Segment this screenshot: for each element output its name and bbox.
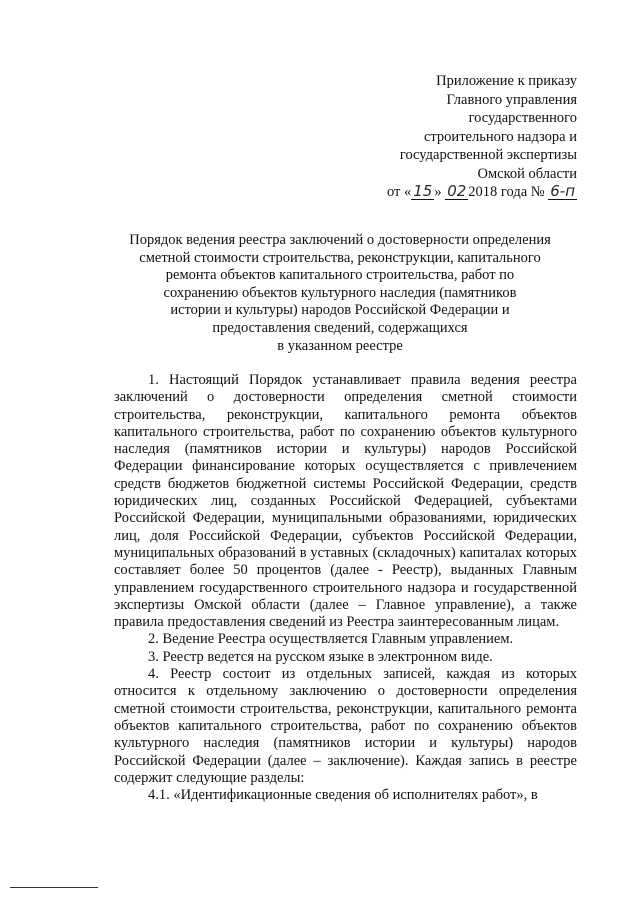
document-title xyxy=(110,232,570,355)
title-line: ремонта объектов капитального строительства, работ по xyxy=(165,267,515,284)
handwritten-order-number: 6-п xyxy=(550,182,575,200)
paragraph-2: 2. Ведение Реестра осуществляется Главным управлением. xyxy=(148,631,514,648)
order-date-line xyxy=(340,183,577,202)
approval-header xyxy=(340,72,577,202)
title-line: сохранению объектов культурного наследия (памятников xyxy=(163,284,517,301)
paragraph-4: 4. Реестр состоит из отдельных записей, каждая из которых относится к отдельному заключению о достоверности определения сметной стоимости строительства, реконструкции, капитального ремонта объектов капитального строительства, работ по сохранению объектов культурного наследия (памятников истории и культуры) народов Российской Федерации (далее – заключение). Каждая запись в реестре содержит следующие разделы: xyxy=(114,666,577,786)
paragraph-1: 1. Настоящий Порядок устанавливает правила ведения реестра заключений о достоверности определения сметной стоимости строительства, реконструкции, капитального ремонта объектов капитального строительства, работ по сохранению объектов культурного наследия (памятников истории и культуры) народов Российской Федерации финансирование которых осуществляется с привлечением средств бюджетов бюджетной системы Российской Федерации, средств юридических лиц, созданных Российской Федерацией, субъектами Российской Федерации, муниципальными образованиями, юридических лиц, доля Российской Федерации, субъектов Российской Федерации, муниципальных образований в уставных (складочных) капиталах которых составляет более 50 процентов (далее - Реестр), выданных Главным управлением государственного строительного надзора и государственной экспертизы Омской области (далее – Главное управление), а также правила предоставления сведений из Реестра заинтересованным лицам. xyxy=(114,372,577,631)
document-body xyxy=(114,372,577,804)
header-line: Приложение к приказу xyxy=(436,73,577,89)
date-mid: » xyxy=(434,184,442,200)
title-line: Порядок ведения реестра заключений о достоверности определения xyxy=(129,232,551,248)
title-line: истории и культуры) народов Российской Федерации и xyxy=(170,302,510,319)
handwritten-day: 15 xyxy=(413,182,433,200)
header-line: государственной экспертизы xyxy=(399,147,577,163)
paragraph-3: 3. Реестр ведется на русском языке в электронном виде. xyxy=(148,648,493,665)
header-line: Главного управления xyxy=(446,91,577,108)
header-line: строительного надзора и xyxy=(423,128,577,145)
footnote-divider xyxy=(10,887,98,888)
header-line: государственного xyxy=(468,110,577,126)
paragraph-4-1: 4.1. «Идентификационные сведения об исполнителях работ», в xyxy=(148,787,538,804)
title-line: в указанном реестре xyxy=(277,337,403,354)
title-line: сметной стоимости строительства, реконструкции, капитального xyxy=(139,249,541,266)
date-prefix: от « xyxy=(386,184,412,200)
handwritten-month: 02 xyxy=(447,182,467,200)
header-line: Омской области xyxy=(477,165,577,182)
date-suffix: 2018 года № xyxy=(468,184,545,200)
title-line: предоставления сведений, содержащихся xyxy=(212,319,468,336)
